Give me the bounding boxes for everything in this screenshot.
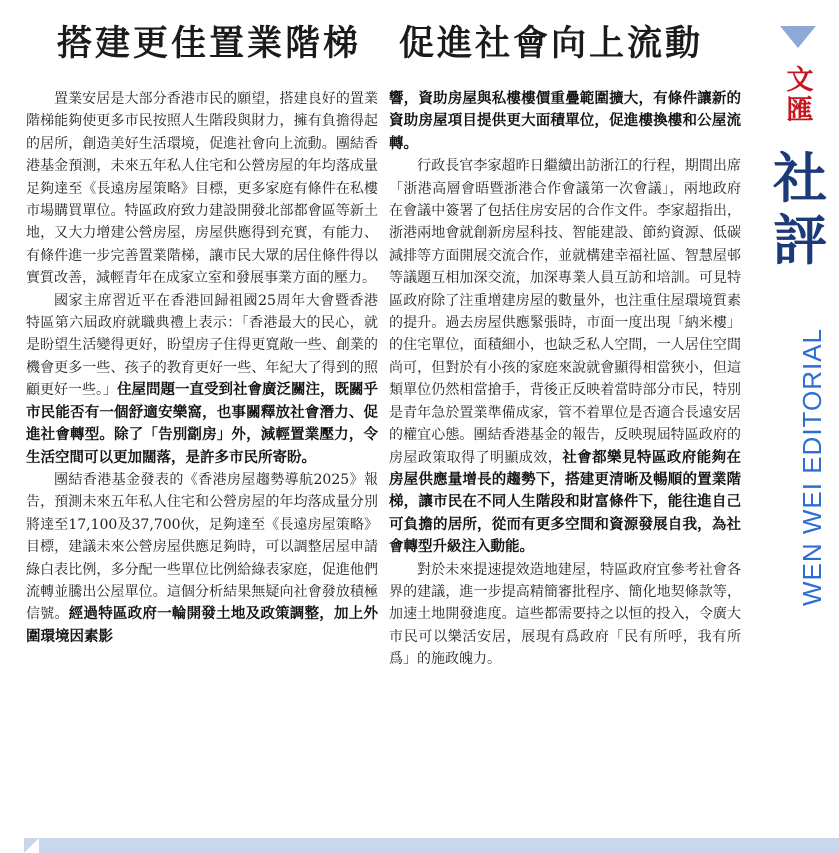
headline: 搭建更佳置業階梯 促進社會向上流動 bbox=[56, 24, 703, 64]
paragraph-text: 團結香港基金發表的《香港房屋趨勢導航2025》報告，預測未來五年私人住宅和公營房屋的年均落成量分別將達至17,100及37,700伙，足夠達至《長遠房屋策略》目標，建議未來公營房屋供應足夠時，可以調整居屋申請綠白表比例，多分配一些單位比例給綠表家庭，促進他們流轉並騰出公屋單位。這個分析結果無疑向社會發放積極信號。 bbox=[26, 471, 378, 623]
paragraph-bold-text: 住屋問題一直受到社會廣泛關注，既關乎市民能否有一個舒適安樂窩，也事關釋放社會潛力、促進社會轉型。除了「告別劏房」外，減輕置業壓力，令生活空間可以更加闊落，是許多市民所寄盼。 bbox=[26, 382, 378, 466]
paragraph-text: 國家主席習近平在香港回歸祖國25周年大會暨香港特區第六屆政府就職典禮上表示：「香港最大的民心，就是盼望生活變得更好，盼望房子住得更寬敞一些、創業的機會更多一些、孩子的教育更好一些、年紀大了得到的照顧更好一些。」 bbox=[26, 292, 378, 399]
paragraph-bold-text: 社會都樂見特區政府能夠在房屋供應量增長的趨勢下，搭建更清晰及暢順的置業階梯，讓市民在不同人生階段和財富條件下，能往進自己可負擔的居所，從而有更多空間和資源發展自我，為社會轉型升級注入動能。 bbox=[389, 449, 742, 556]
paragraph-text: 對於未來提速提效造地建屋，特區政府宜參考社會各界的建議，進一步提高精簡審批程序、簡化地契條款等，加速土地開發進度。這些都需要持之以恒的投入，令廣大市民可以樂活安居，展現有爲政府「民有所呼，我有所爲」的施政魄力。 bbox=[389, 561, 741, 668]
paragraph bbox=[26, 469, 378, 648]
paragraph-bold-text: 響，資助房屋與私樓樓價重疊範圍擴大，有條件讓新的資助房屋項目提供更大面積單位，促進樓換樓和公屋流轉。 bbox=[389, 91, 741, 152]
paragraph bbox=[389, 559, 741, 671]
paragraph bbox=[389, 155, 741, 558]
bottom-divider bbox=[24, 838, 839, 853]
brand-logo: 文匯 bbox=[786, 65, 814, 126]
editorial-sidebar bbox=[770, 0, 839, 853]
article-column-right bbox=[389, 88, 741, 671]
triangle-flag-icon bbox=[780, 26, 816, 48]
paragraph-text: 置業安居是大部分香港市民的願望，搭建良好的置業階梯能夠使更多市民按照人生階段與財力，擁有負擔得起的居所，創造美好生活環境，促進社會向上流動。團結香港基金預測，未來五年私人住宅和公營房屋的年均落成量足夠達至《長遠房屋策略》目標，更多家庭有條件在私樓市場購買單位。特區政府致力建設開發北部都會區等新土地，又大力增建公營房屋，房屋供應得到充實，有能力、有條件進一步完善置業階梯，讓市民大眾的居住條件得以實質改善，減輕青年在成家立室和發展事業方面的壓力。 bbox=[26, 91, 378, 287]
section-subtitle: WEN WEI EDITORIAL bbox=[797, 328, 827, 606]
paragraph bbox=[26, 88, 378, 290]
paragraph bbox=[26, 290, 378, 469]
paragraph-text: 行政長官李家超昨日繼續出訪浙江的行程，期間出席「浙港高層會晤暨浙港合作會議第一次會議」，兩地政府在會議中簽署了包括住房安居的合作文件。李家超指出，浙港兩地會就創新房屋科技、智能建設、節約資源、低碳減排等方面開展交流合作，並就構建幸福社區、智慧屋邨等議題互相加深交流，加深專業人員互訪和培訓。可見特區政府除了注重增建房屋的數量外，也注重住屋環境質素的提升。過去房屋供應緊張時，市面一度出現「納米樓」的住宅單位，面積細小，也缺乏私人空間，一人居住空間尚可，但對於有小孩的家庭來說就會顯得相當狹小，但這類單位仍然相當搶手，背後正反映着當時部分市民，特別是青年急於置業準備成家，管不着單位是否適合長遠安居的權宜心態。團結香港基金的報告，反映現屆特區政府的房屋政策取得了明顯成效， bbox=[389, 158, 741, 466]
paragraph-bold-text: 經過特區政府一輪開發土地及政策調整，加上外圍環境因素影 bbox=[26, 606, 378, 645]
section-title: 社評 bbox=[773, 147, 827, 272]
article-column-left bbox=[26, 88, 378, 648]
paragraph bbox=[389, 88, 741, 155]
